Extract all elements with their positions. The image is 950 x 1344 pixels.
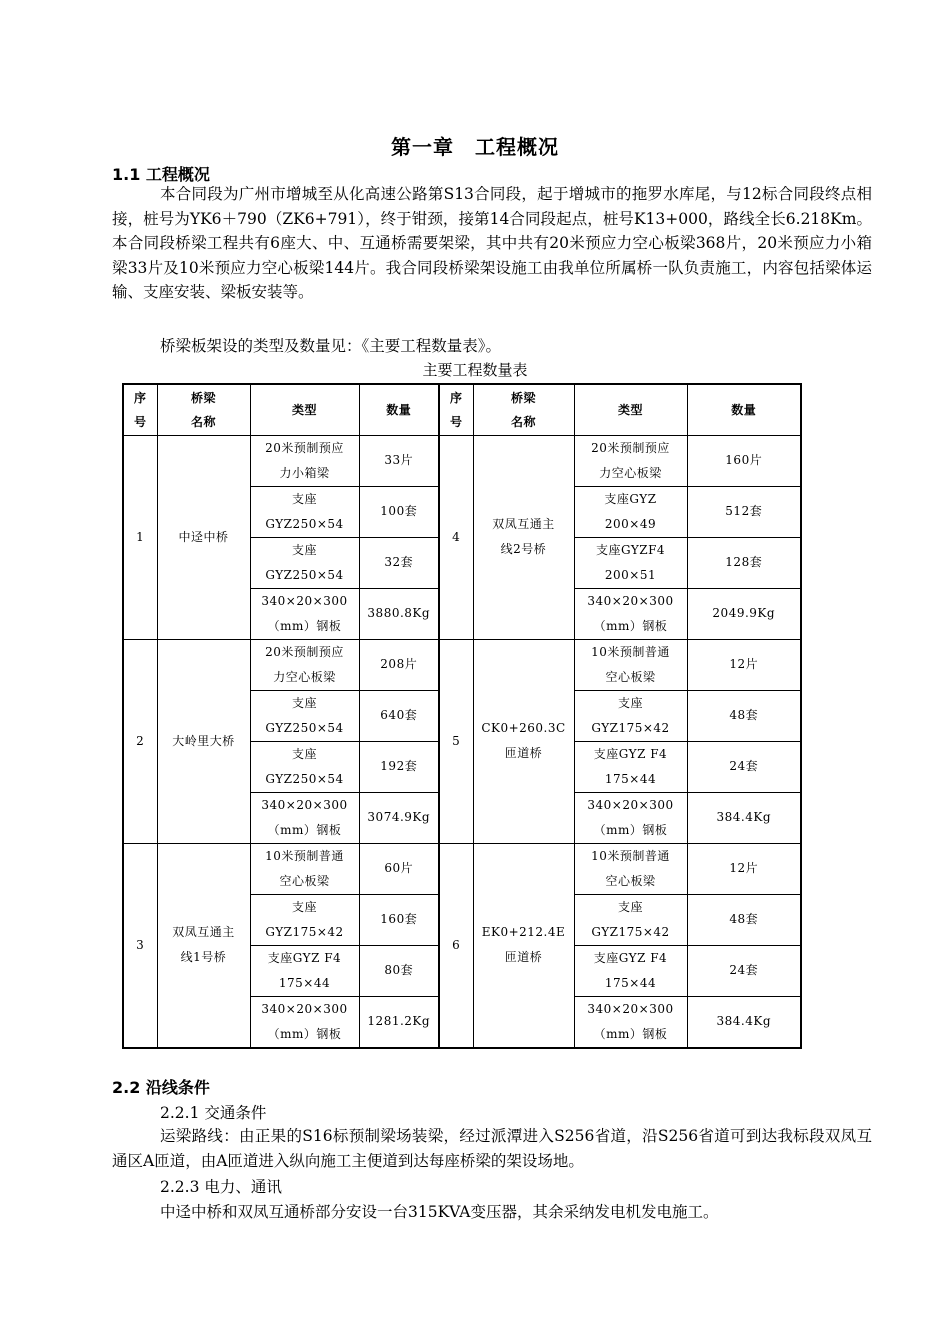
type-cell: 340×20×300 （mm）钢板 bbox=[574, 588, 687, 639]
quantity-cell: 80套 bbox=[359, 945, 439, 996]
quantity-cell: 1281.2Kg bbox=[359, 996, 439, 1048]
table-row bbox=[123, 639, 801, 690]
quantity-cell: 512套 bbox=[687, 486, 801, 537]
quantity-cell: 33片 bbox=[359, 435, 439, 486]
table-body bbox=[123, 435, 801, 1048]
type-cell: 20米预制预应 力空心板梁 bbox=[250, 639, 359, 690]
type-cell: 支座 GYZ250×54 bbox=[250, 741, 359, 792]
bridge-name-cell: CK0+260.3C 匝道桥 bbox=[473, 639, 574, 843]
quantity-cell: 24套 bbox=[687, 945, 801, 996]
overview-paragraph: 本合同段为广州市增城至从化高速公路第S13合同段，起于增城市的拖罗水库尾，与12标合同段终点相接，桩号为YK6＋790（ZK6+791），终于钳颈，接第14合同段起点，桩号K13+000，路线全长6.218Km。本合同段桥梁工程共有6座大、中、互通桥需要架梁，其中共有20米预应力空心板梁368片，20米预应力小箱梁33片及10米预应力空心板梁144片。我合同段桥梁架设施工由我单位所属桥一队负责施工，内容包括梁体运输、支座安装、梁板安装等。 bbox=[112, 185, 872, 302]
table-header-row bbox=[123, 384, 801, 435]
type-cell: 支座 GYZ250×54 bbox=[250, 690, 359, 741]
subsection-heading-power: 2.2.3 电力、通讯 bbox=[160, 1178, 282, 1196]
type-cell: 10米预制普通 空心板梁 bbox=[250, 843, 359, 894]
type-cell: 支座GYZ 200×49 bbox=[574, 486, 687, 537]
header-type: 类型 bbox=[574, 384, 687, 435]
seq-cell: 2 bbox=[123, 639, 157, 843]
quantity-cell: 12片 bbox=[687, 843, 801, 894]
quantity-cell: 640套 bbox=[359, 690, 439, 741]
type-cell: 340×20×300 （mm）钢板 bbox=[250, 588, 359, 639]
seq-cell: 3 bbox=[123, 843, 157, 1048]
type-cell: 20米预制预应 力空心板梁 bbox=[574, 435, 687, 486]
seq-cell: 1 bbox=[123, 435, 157, 639]
seq-cell: 5 bbox=[439, 639, 473, 843]
quantity-cell: 3880.8Kg bbox=[359, 588, 439, 639]
quantity-cell: 100套 bbox=[359, 486, 439, 537]
subsection-heading-traffic: 2.2.1 交通条件 bbox=[160, 1104, 267, 1122]
section-heading-1-1: 1.1 工程概况 bbox=[112, 165, 210, 184]
table-reference-paragraph: 桥梁板架设的类型及数量见：《主要工程数量表》。 bbox=[160, 337, 502, 355]
quantity-cell: 2049.9Kg bbox=[687, 588, 801, 639]
bridge-name-cell: 双凤互通主 线2号桥 bbox=[473, 435, 574, 639]
type-cell: 支座 GYZ175×42 bbox=[574, 894, 687, 945]
table-row bbox=[123, 435, 801, 486]
type-cell: 支座 GYZ250×54 bbox=[250, 486, 359, 537]
quantity-cell: 160套 bbox=[359, 894, 439, 945]
header-seq: 序 号 bbox=[123, 384, 157, 435]
type-cell: 10米预制普通 空心板梁 bbox=[574, 843, 687, 894]
table-caption: 主要工程数量表 bbox=[422, 361, 528, 379]
quantity-cell: 48套 bbox=[687, 690, 801, 741]
header-bridge-name: 桥梁 名称 bbox=[473, 384, 574, 435]
chapter-title: 第一章 工程概况 bbox=[391, 135, 559, 159]
type-cell: 20米预制预应 力小箱梁 bbox=[250, 435, 359, 486]
bridge-name-cell: 大岭里大桥 bbox=[157, 639, 250, 843]
quantity-table bbox=[122, 383, 802, 1049]
quantity-cell: 12片 bbox=[687, 639, 801, 690]
traffic-paragraph: 运梁路线：由正果的S16标预制梁场装梁，经过派潭进入S256省道，沿S256省道可到达我标段双凤互通区A匝道，由A匝道进入纵向施工主便道到达每座桥梁的架设场地。 bbox=[112, 1127, 872, 1170]
type-cell: 支座GYZ F4 175×44 bbox=[574, 945, 687, 996]
type-cell: 支座 GYZ175×42 bbox=[250, 894, 359, 945]
seq-cell: 6 bbox=[439, 843, 473, 1048]
quantity-cell: 24套 bbox=[687, 741, 801, 792]
quantity-cell: 3074.9Kg bbox=[359, 792, 439, 843]
quantity-cell: 128套 bbox=[687, 537, 801, 588]
bridge-name-cell: 双凤互通主 线1号桥 bbox=[157, 843, 250, 1048]
header-quantity: 数量 bbox=[359, 384, 439, 435]
bridge-name-cell: 中迳中桥 bbox=[157, 435, 250, 639]
quantity-cell: 48套 bbox=[687, 894, 801, 945]
type-cell: 340×20×300 （mm）钢板 bbox=[574, 996, 687, 1048]
header-quantity: 数量 bbox=[687, 384, 801, 435]
header-seq: 序 号 bbox=[439, 384, 473, 435]
type-cell: 340×20×300 （mm）钢板 bbox=[250, 996, 359, 1048]
header-type: 类型 bbox=[250, 384, 359, 435]
quantity-cell: 160片 bbox=[687, 435, 801, 486]
table-row bbox=[123, 843, 801, 894]
section-heading-2-2: 2.2 沿线条件 bbox=[112, 1078, 210, 1097]
type-cell: 支座GYZ F4 175×44 bbox=[574, 741, 687, 792]
type-cell: 支座 GYZ250×54 bbox=[250, 537, 359, 588]
type-cell: 340×20×300 （mm）钢板 bbox=[250, 792, 359, 843]
quantity-cell: 32套 bbox=[359, 537, 439, 588]
seq-cell: 4 bbox=[439, 435, 473, 639]
type-cell: 10米预制普通 空心板梁 bbox=[574, 639, 687, 690]
quantity-cell: 208片 bbox=[359, 639, 439, 690]
type-cell: 支座GYZF4 200×51 bbox=[574, 537, 687, 588]
type-cell: 支座 GYZ175×42 bbox=[574, 690, 687, 741]
quantity-cell: 384.4Kg bbox=[687, 792, 801, 843]
power-paragraph: 中迳中桥和双凤互通桥部分安设一台315KVA变压器，其余采纳发电机发电施工。 bbox=[160, 1203, 719, 1221]
type-cell: 340×20×300 （mm）钢板 bbox=[574, 792, 687, 843]
type-cell: 支座GYZ F4 175×44 bbox=[250, 945, 359, 996]
quantity-cell: 192套 bbox=[359, 741, 439, 792]
quantity-cell: 60片 bbox=[359, 843, 439, 894]
header-bridge-name: 桥梁 名称 bbox=[157, 384, 250, 435]
quantity-cell: 384.4Kg bbox=[687, 996, 801, 1048]
bridge-name-cell: EK0+212.4E 匝道桥 bbox=[473, 843, 574, 1048]
